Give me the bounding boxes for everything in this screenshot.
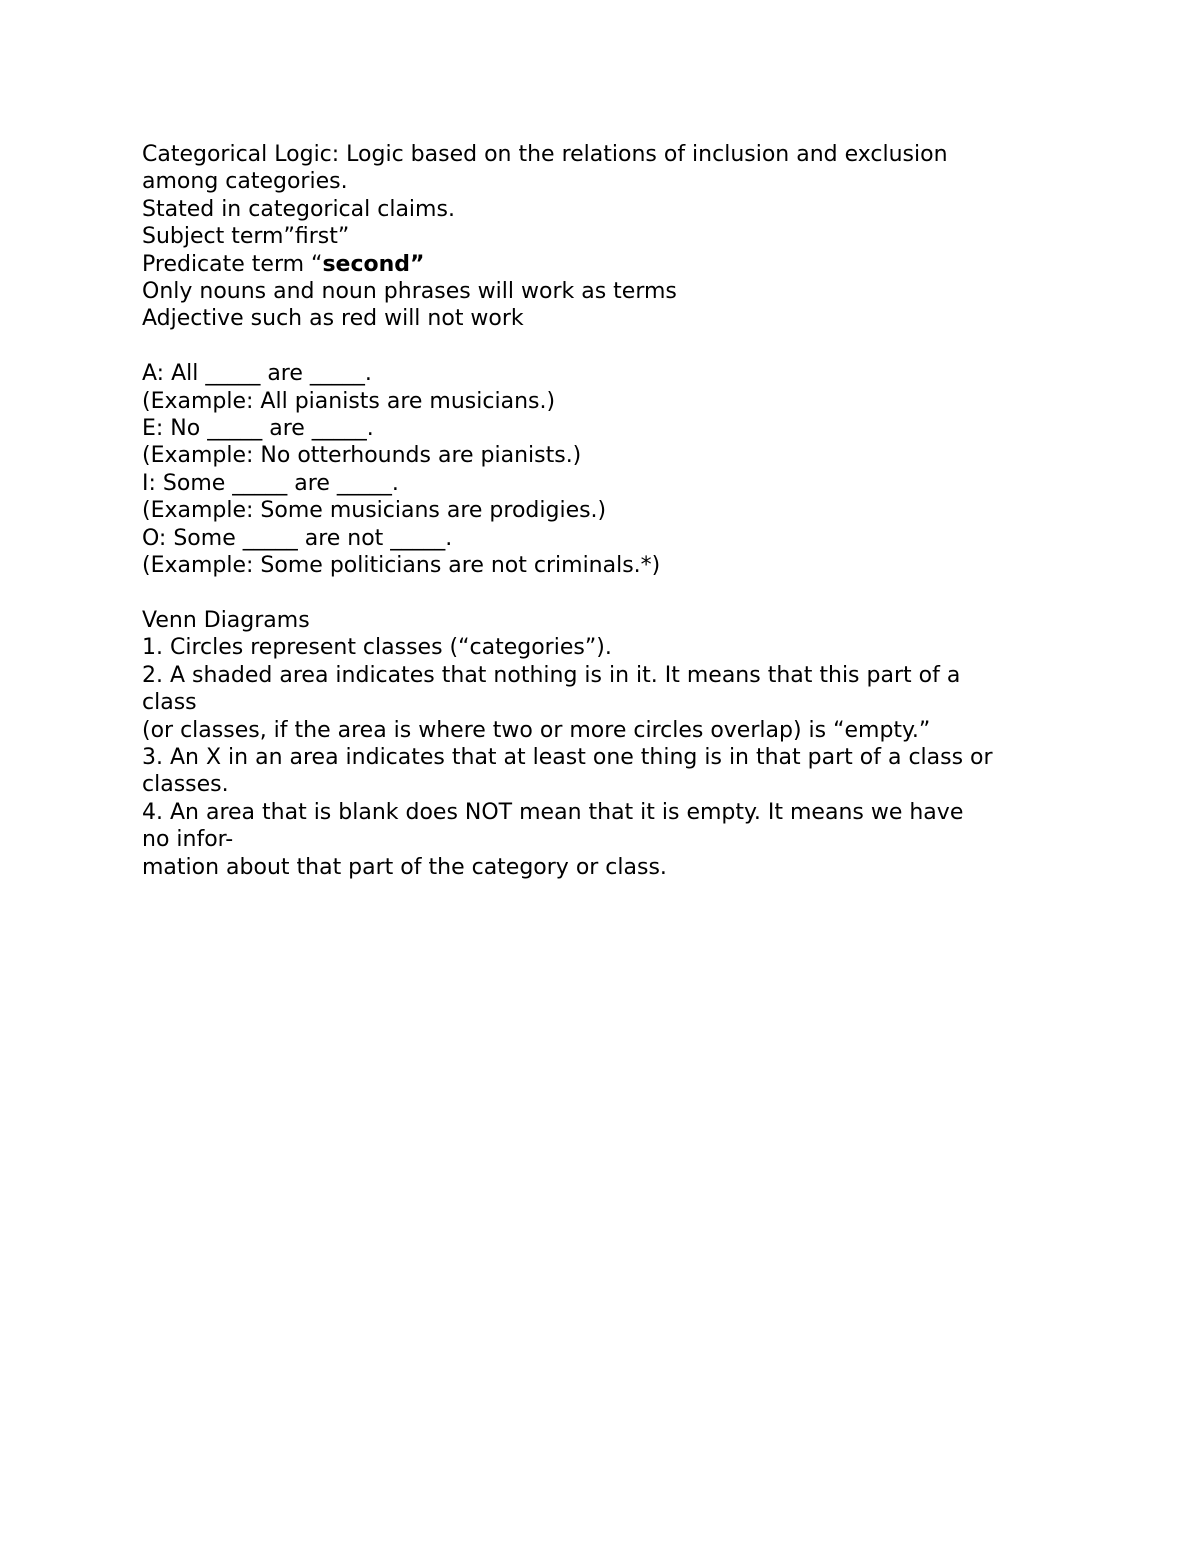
venn-rule-2-line-1: 2. A shaded area indicates that nothing is in it. It means that this part of a [142, 662, 961, 688]
form-o-line: O: Some _____ are not _____. [142, 525, 453, 551]
subject-term-line: Subject term”first” [142, 224, 350, 250]
definition-line-1: Categorical Logic: Logic based on the relations of inclusion and exclusion [142, 142, 948, 167]
spacer [142, 579, 1062, 606]
venn-rule-3-line-1: 3. An X in an area indicates that at least one thing is in that part of a class or [142, 744, 993, 770]
form-a-example: (Example: All pianists are musicians.) [142, 388, 556, 414]
venn-rule-4-line-1: 4. An area that is blank does NOT mean that it is empty. It means we have [142, 799, 964, 825]
predicate-term-bold: second” [322, 251, 425, 277]
predicate-term-line [142, 251, 1062, 278]
adjective-rule-line: Adjective such as red will not work [142, 306, 524, 332]
venn-rule-2-line-3: (or classes, if the area is where two or more circles overlap) is “empty.” [142, 717, 931, 743]
predicate-term-prefix: Predicate term “ [142, 251, 323, 277]
venn-rule-4-line-3: mation about that part of the category or class. [142, 854, 667, 880]
venn-rule-1: 1. Circles represent classes (“categories”). [142, 635, 612, 661]
form-i-line: I: Some _____ are _____. [142, 470, 399, 496]
form-e-example: (Example: No otterhounds are pianists.) [142, 443, 582, 469]
definition-line-2: among categories. [142, 169, 348, 195]
venn-rule-2-line-2: class [142, 690, 197, 716]
form-a-line: A: All _____ are _____. [142, 361, 372, 387]
venn-heading: Venn Diagrams [142, 607, 310, 633]
venn-rule-4-line-2: no infor- [142, 827, 234, 853]
form-i-example: (Example: Some musicians are prodigies.) [142, 498, 607, 524]
document-body [142, 141, 1062, 881]
stated-line: Stated in categorical claims. [142, 196, 455, 222]
venn-rule-3-line-2: classes. [142, 772, 229, 798]
nouns-rule-line: Only nouns and noun phrases will work as terms [142, 279, 677, 305]
form-e-line: E: No _____ are _____. [142, 416, 374, 442]
form-o-example: (Example: Some politicians are not criminals.*) [142, 553, 661, 579]
spacer [142, 333, 1062, 360]
